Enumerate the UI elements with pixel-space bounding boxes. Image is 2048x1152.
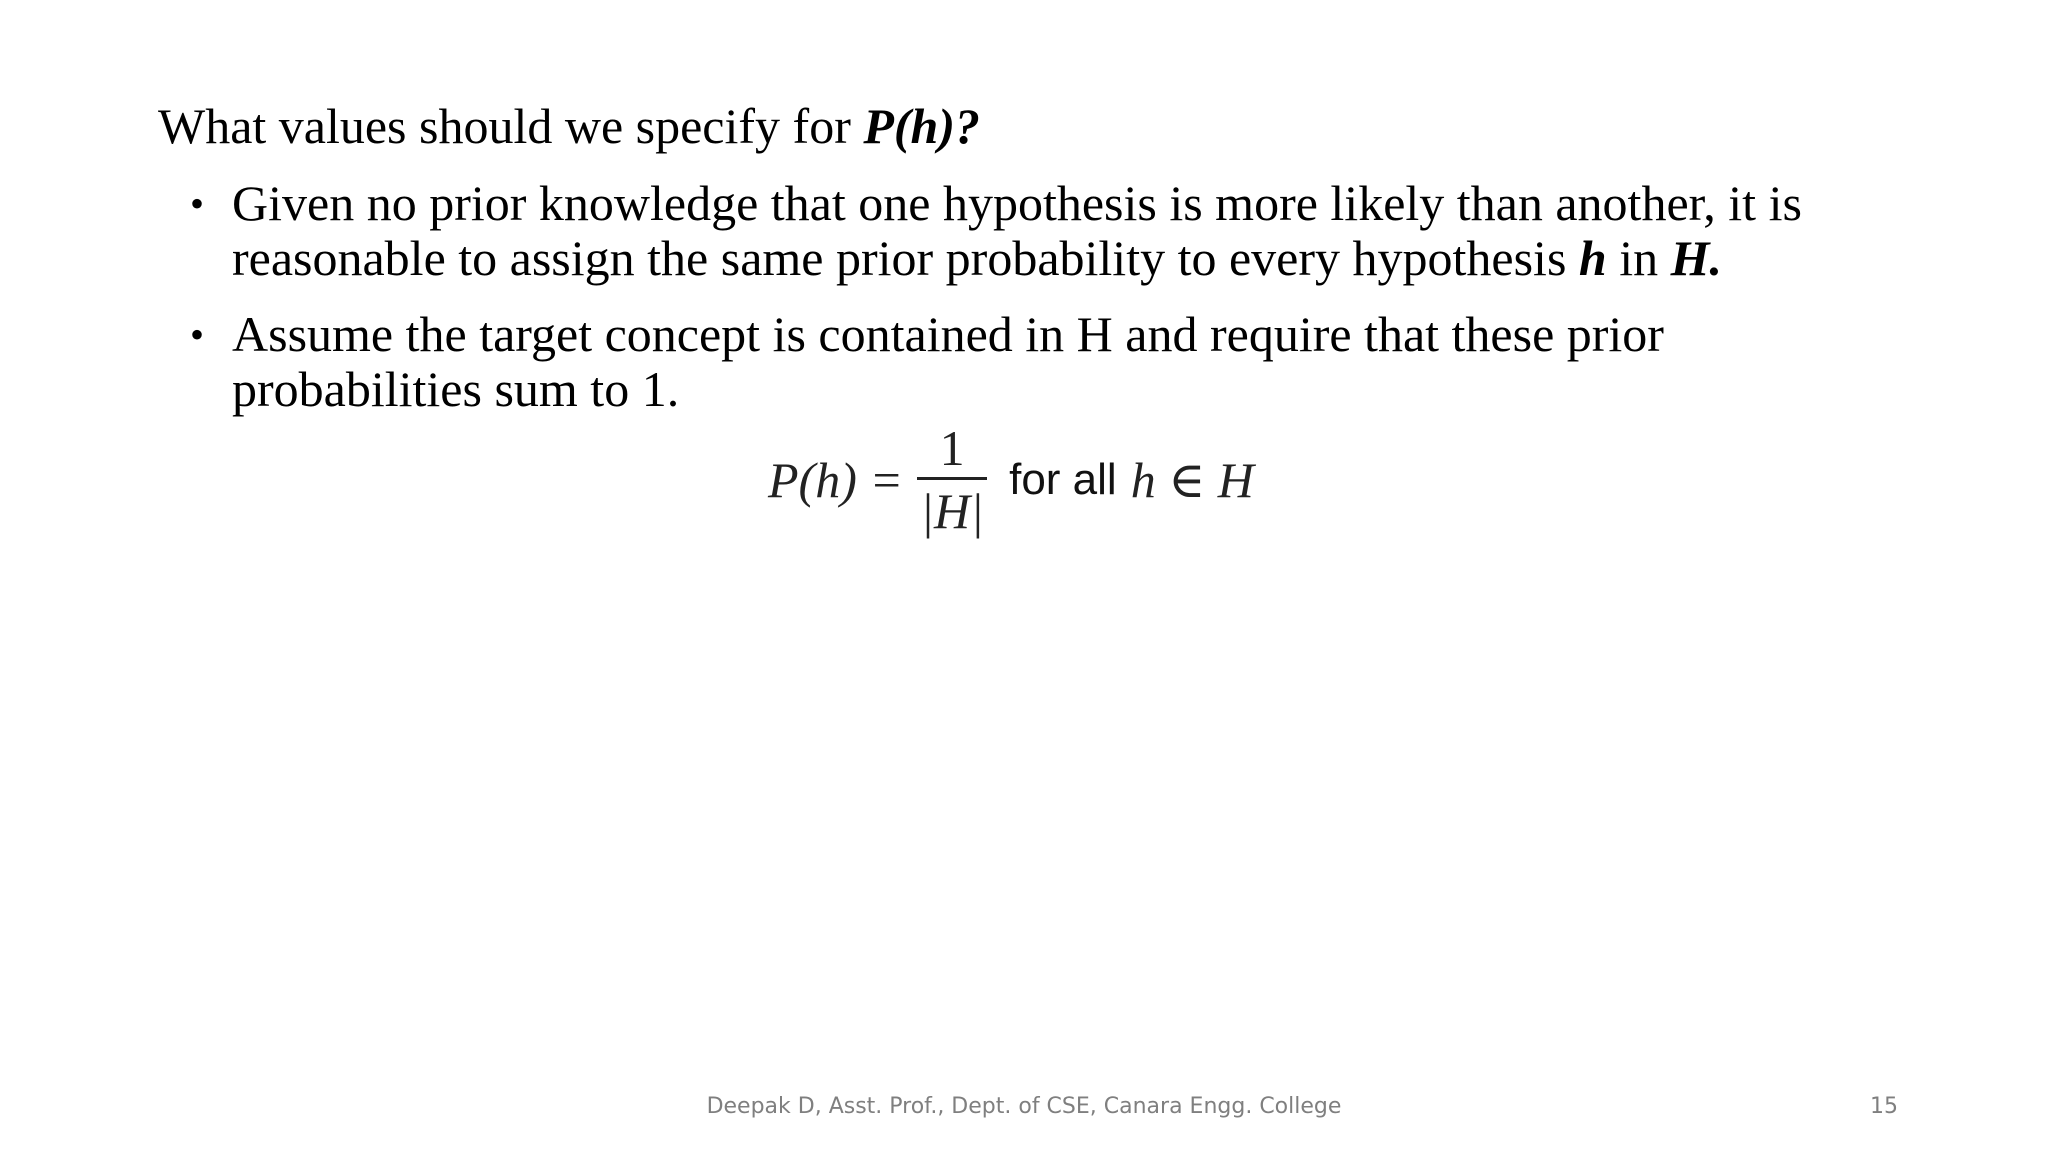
- bullet-text-in: in: [1606, 230, 1671, 286]
- bullet-item-sum-to-one: [190, 307, 1910, 417]
- page-number: 15: [1870, 1094, 1898, 1119]
- bullet-var-h: h: [1578, 230, 1607, 286]
- bullet-var-H: H.: [1670, 230, 1723, 286]
- bullet-text: Assume the target concept is contained in H and require that these prior probabilities sum to 1.: [232, 306, 1664, 417]
- bullet-dot-icon: •: [190, 312, 205, 357]
- bullet-text: Given no prior knowledge that one hypothesis is more likely than another, it is reasonable to assign the same prior probability to every hypothesis: [232, 175, 1802, 286]
- formula-lhs: P(h) =: [768, 452, 904, 508]
- formula-numerator: 1: [939, 419, 965, 476]
- formula-connector: for all: [1009, 455, 1117, 504]
- bullet-item-uniform-prior: [190, 176, 1910, 286]
- formula-fraction: [917, 419, 987, 539]
- bullet-list: [190, 176, 1910, 438]
- slide-footer: Deepak D, Asst. Prof., Dept. of CSE, Canara Engg. College: [706, 1094, 1342, 1119]
- slide-heading: [158, 96, 980, 156]
- heading-emphasis: P(h)?: [863, 98, 981, 154]
- bullet-dot-icon: •: [190, 181, 205, 226]
- formula-denominator: |H|: [920, 482, 984, 539]
- fraction-bar: [917, 477, 987, 480]
- heading-text: What values should we specify for: [158, 98, 864, 154]
- prior-formula: [768, 420, 1254, 540]
- formula-rhs: h ∈ H: [1130, 452, 1254, 508]
